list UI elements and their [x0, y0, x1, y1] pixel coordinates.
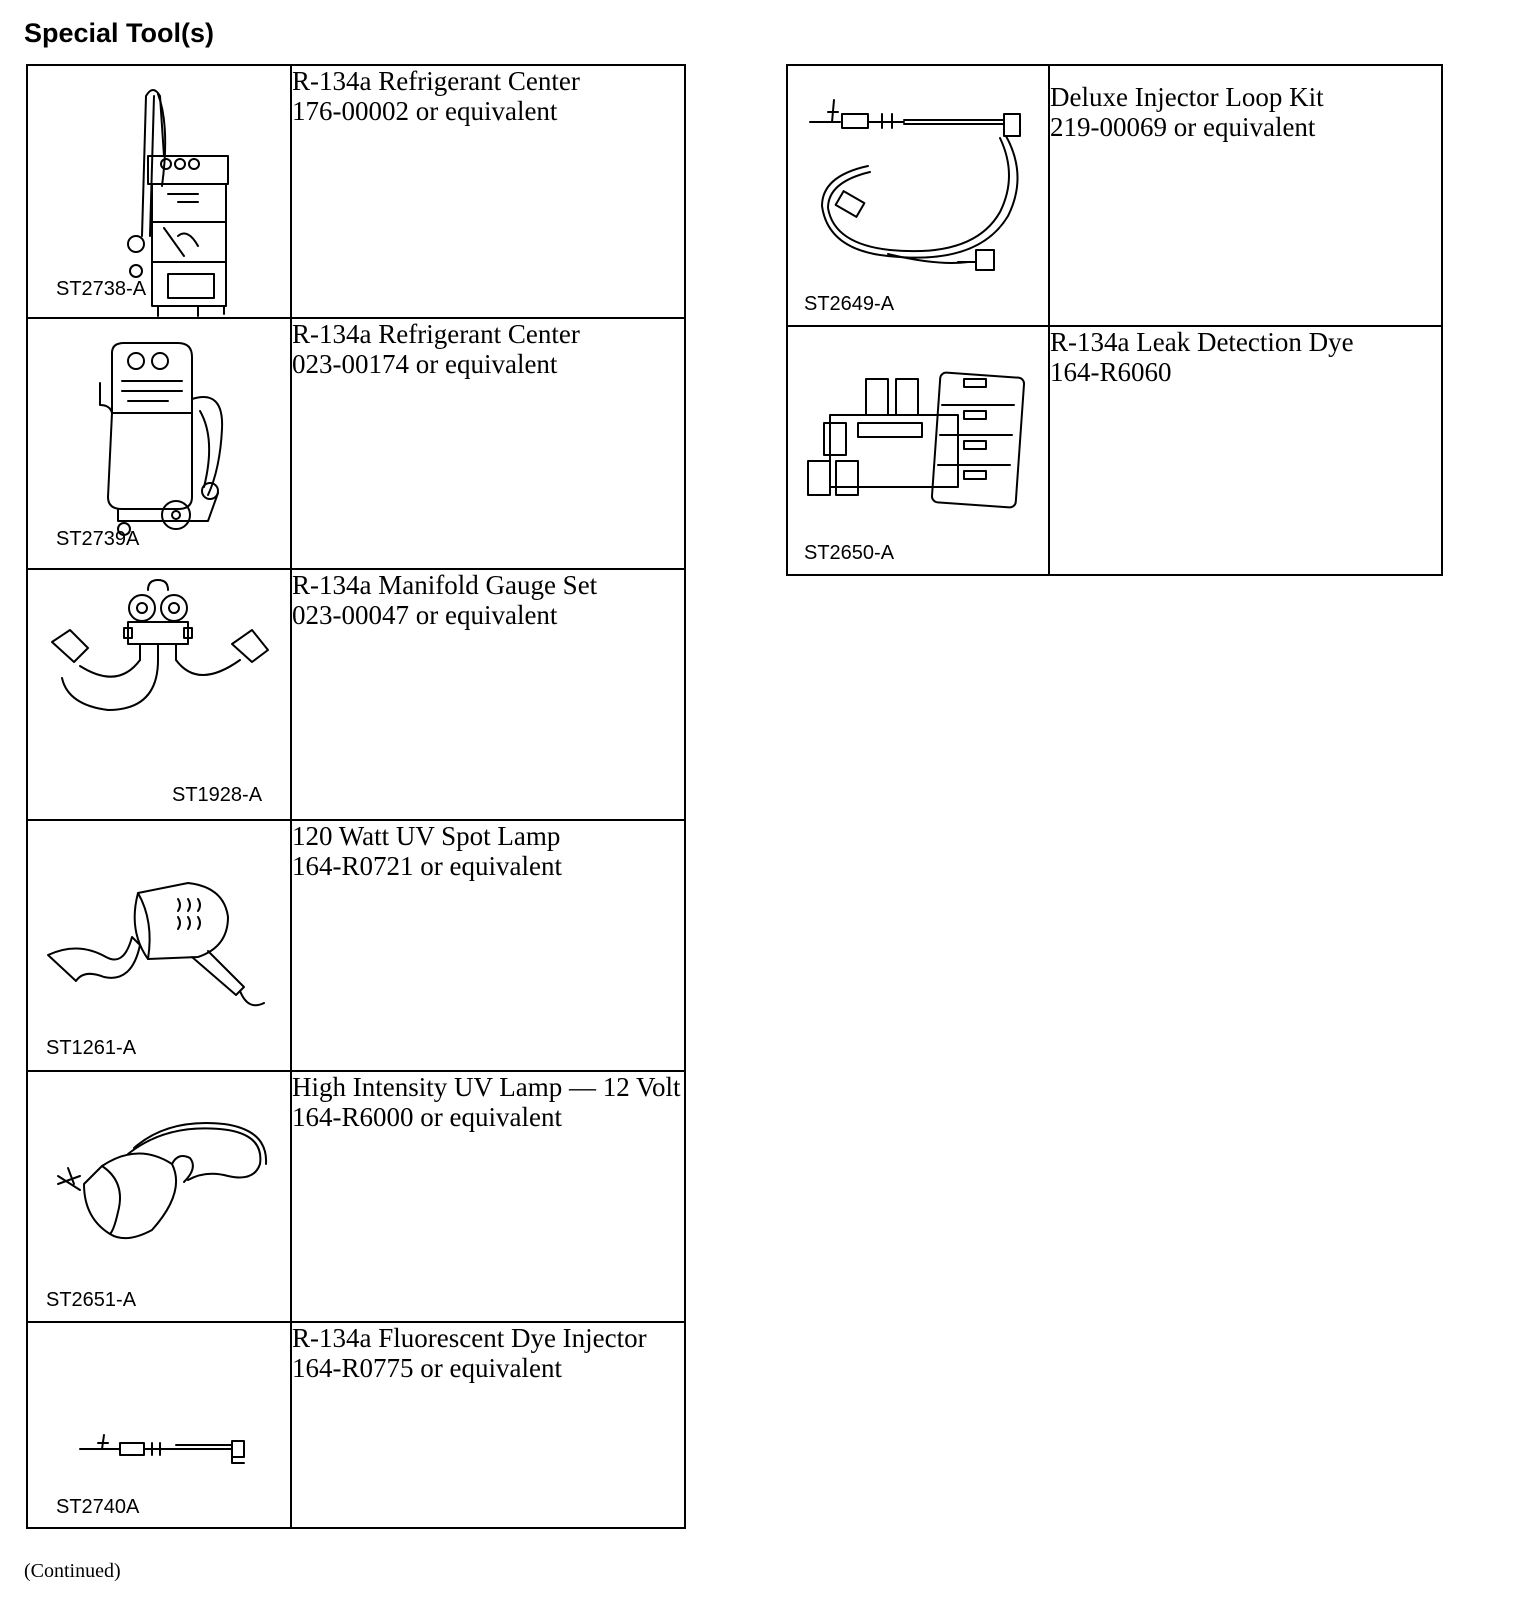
tool-code: ST2739A [56, 528, 140, 550]
tool-name: R-134a Manifold Gauge Set [292, 570, 598, 600]
tool-image-cell [27, 1322, 291, 1528]
uv-spot-lamp-icon [28, 821, 290, 1070]
table-row [27, 820, 685, 1071]
tool-image-cell [27, 820, 291, 1071]
table-row [27, 1071, 685, 1322]
tool-description [291, 1071, 685, 1322]
tool-image-cell [787, 65, 1049, 326]
tool-part-number: 164-R6060 [1050, 357, 1172, 387]
tool-image-cell [27, 65, 291, 318]
table-row [787, 326, 1442, 575]
tool-name: 120 Watt UV Spot Lamp [292, 821, 561, 851]
tool-part-number: 164-R0721 or equivalent [292, 851, 562, 881]
tool-description [291, 569, 685, 820]
page-title: Special Tool(s) [24, 18, 215, 48]
tool-name: R-134a Fluorescent Dye Injector [292, 1323, 647, 1353]
tool-part-number: 164-R6000 or equivalent [292, 1102, 562, 1132]
table-row [787, 65, 1442, 326]
table-row [27, 318, 685, 569]
tool-code: ST2650-A [804, 542, 895, 564]
leak-detection-dye-icon [788, 327, 1048, 574]
tool-name: R-134a Refrigerant Center [292, 319, 580, 349]
tool-image-cell [27, 569, 291, 820]
tool-code: ST2740A [56, 1496, 140, 1518]
tool-part-number: 023-00047 or equivalent [292, 600, 558, 630]
tool-code: ST2651-A [46, 1289, 137, 1311]
tool-image-cell [27, 1071, 291, 1322]
tool-code: ST1928-A [172, 784, 263, 806]
tool-description [1049, 65, 1442, 326]
continued-note: (Continued) [24, 1560, 121, 1582]
tool-code: ST2649-A [804, 293, 895, 315]
manifold-gauge-icon [28, 570, 290, 819]
tool-description [291, 820, 685, 1071]
table-row [27, 65, 685, 318]
tool-part-number: 219-00069 or equivalent [1050, 112, 1316, 142]
tool-code: ST2738-A [56, 278, 147, 300]
tool-description [291, 318, 685, 569]
tool-description [291, 65, 685, 318]
tool-name: Deluxe Injector Loop Kit [1050, 82, 1324, 112]
tool-name: R-134a Refrigerant Center [292, 66, 580, 96]
tool-image-cell [27, 318, 291, 569]
left-tools-table [26, 64, 686, 1529]
injector-loop-kit-icon [788, 66, 1048, 325]
tool-part-number: 023-00174 or equivalent [292, 349, 558, 379]
tool-description [291, 1322, 685, 1528]
tool-name: R-134a Leak Detection Dye [1050, 327, 1354, 357]
uv-lamp-12v-icon [28, 1072, 290, 1321]
table-row [27, 1322, 685, 1528]
tool-code: ST1261-A [46, 1037, 137, 1059]
right-tools-table [786, 64, 1443, 576]
tool-part-number: 176-00002 or equivalent [292, 96, 558, 126]
tool-description [1049, 326, 1442, 575]
tool-name: High Intensity UV Lamp — 12 Volt [292, 1072, 681, 1102]
tool-part-number: 164-R0775 or equivalent [292, 1353, 562, 1383]
tool-image-cell [787, 326, 1049, 575]
table-row [27, 569, 685, 820]
